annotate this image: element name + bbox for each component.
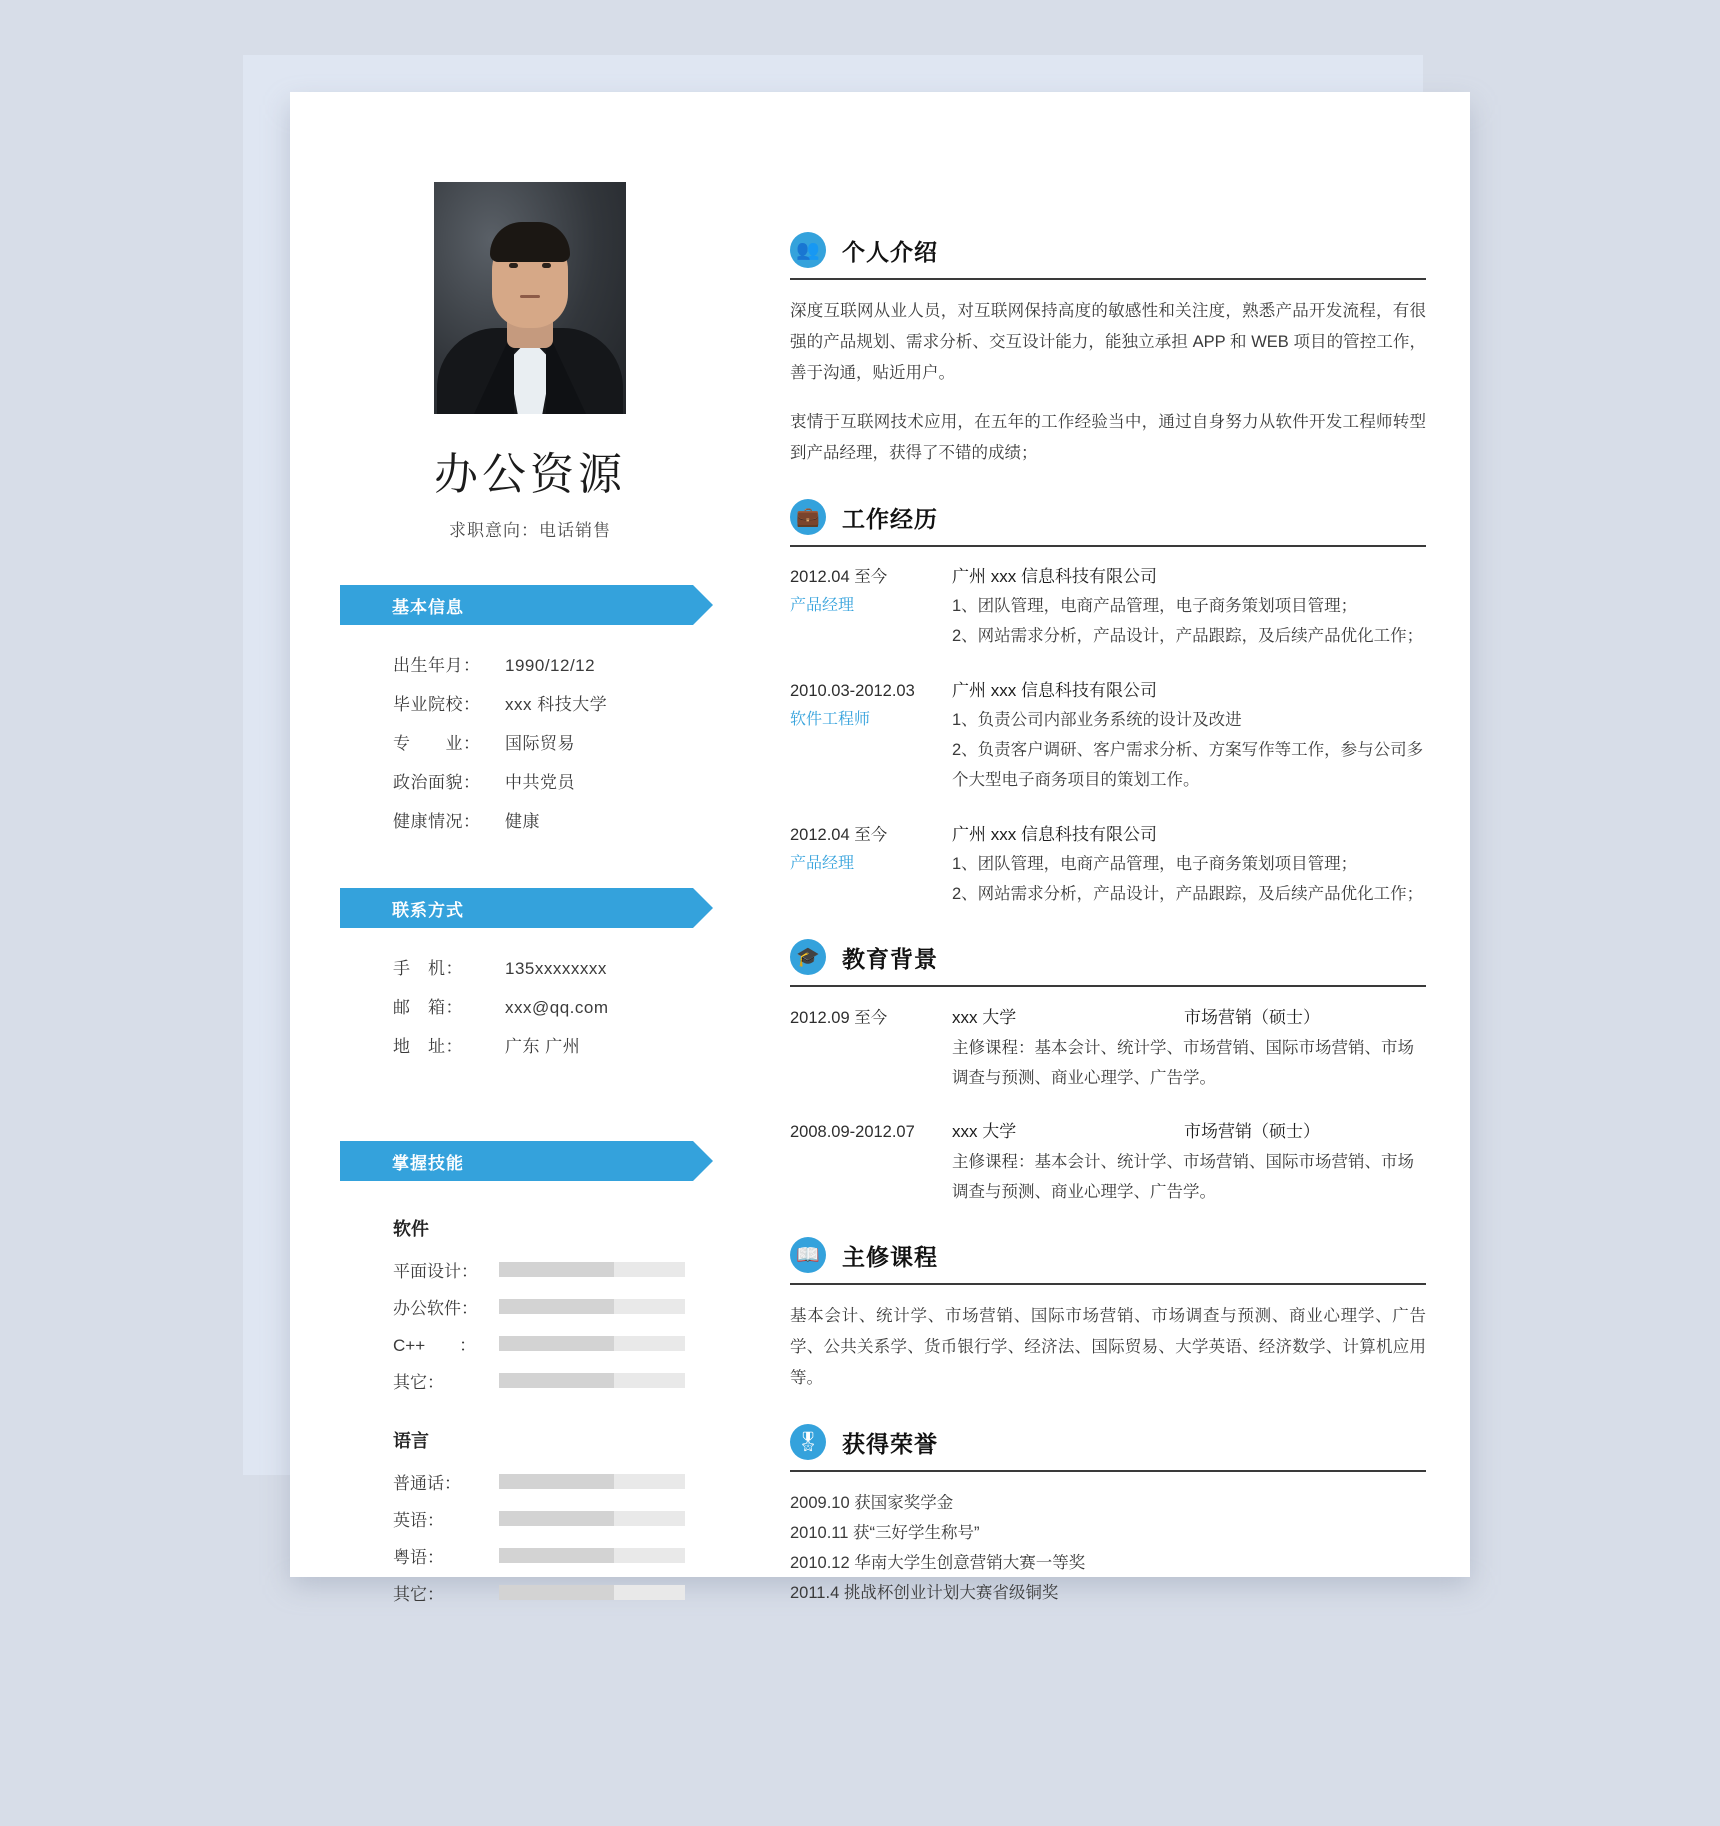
left-column [340, 182, 720, 1617]
list-item [393, 954, 720, 979]
contact-label: 地 址： [393, 1037, 463, 1056]
skill-bar-fill [499, 1474, 614, 1489]
education-heading [952, 1003, 1426, 1033]
skill-bar [499, 1373, 685, 1388]
divider [790, 278, 1426, 280]
skill-bar [499, 1336, 685, 1351]
education-courses: 主修课程：基本会计、统计学、市场营销、国际市场营销、市场调查与预测、商业心理学、广告学。 [952, 1153, 1414, 1201]
list-item [393, 807, 720, 832]
work-role: 软件工程师 [790, 711, 871, 728]
section-ribbon-contact [340, 888, 693, 928]
education-entry [790, 1117, 1426, 1207]
skill-bar [499, 1262, 685, 1277]
info-label: 出生年月： [393, 656, 481, 675]
section-title: 工作经历 [842, 505, 938, 532]
list-item [340, 1331, 720, 1356]
skill-label: 其它： [393, 1585, 444, 1604]
job-objective [340, 516, 720, 541]
courses-text: 基本会计、统计学、市场营销、国际市场营销、市场调查与预测、商业心理学、广告学、公共关系学、货币银行学、经济法、国际贸易、大学英语、经济数学、计算机应用等。 [790, 1307, 1426, 1387]
section-header-intro [790, 232, 1426, 268]
skill-label: 粤语： [393, 1548, 444, 1567]
ribbon-label: 基本信息 [392, 597, 464, 617]
list-item [340, 1469, 720, 1494]
medal-icon: 🎖 [790, 1424, 826, 1460]
skill-bar-fill [499, 1373, 614, 1388]
avatar [434, 182, 626, 414]
contact-value: xxx@qq.com [505, 998, 609, 1017]
list-item: 2009.10 获国家奖学金 [790, 1494, 954, 1512]
section-header-honors [790, 1424, 1426, 1460]
work-date: 2010.03-2012.03 [790, 682, 915, 700]
book-icon: 📖 [790, 1237, 826, 1273]
contact-label: 手 机： [393, 959, 463, 978]
skill-bar [499, 1299, 685, 1314]
list-item [393, 729, 720, 754]
skill-label: 其它： [393, 1373, 444, 1392]
education-major: 市场营销（硕士） [1184, 1122, 1320, 1141]
intro-paragraph: 衷情于互联网技术应用，在五年的工作经验当中，通过自身努力从软件开发工程师转型到产品经理，获得了不错的成绩； [790, 413, 1426, 462]
page-title: 办公资源 [434, 450, 626, 499]
work-company: 广州 xxx 信息科技有限公司 [952, 567, 1157, 586]
list-item: 2011.4 挑战杯创业计划大赛省级铜奖 [790, 1584, 1059, 1602]
list-item [393, 1032, 720, 1057]
divider [790, 1470, 1426, 1472]
section-header-education [790, 939, 1426, 975]
divider [790, 985, 1426, 987]
education-school: xxx 大学 [952, 1008, 1017, 1027]
skill-bar [499, 1585, 685, 1600]
info-value: 国际贸易 [505, 734, 575, 753]
skill-bar [499, 1548, 685, 1563]
work-entry [790, 821, 1426, 909]
skill-label: 英语： [393, 1511, 444, 1530]
contact-label: 邮 箱： [393, 998, 463, 1017]
divider [790, 1283, 1426, 1285]
work-body [952, 821, 1426, 909]
work-role: 产品经理 [790, 597, 855, 614]
skill-bar-fill [499, 1585, 614, 1600]
work-date: 2012.04 至今 [790, 568, 888, 586]
list-item [393, 651, 720, 676]
list-item: 2010.12 华南大学生创意营销大赛一等奖 [790, 1554, 1086, 1572]
list-item [340, 1506, 720, 1531]
education-date: 2008.09-2012.07 [790, 1123, 915, 1141]
work-entry [790, 677, 1426, 795]
skill-bar [499, 1511, 685, 1526]
info-value: 中共党员 [505, 773, 575, 792]
skill-bar-fill [499, 1548, 614, 1563]
skill-label: 普通话： [393, 1474, 461, 1493]
section-title: 获得荣誉 [842, 1430, 938, 1457]
ribbon-label: 联系方式 [392, 900, 464, 920]
list-item [340, 1294, 720, 1319]
info-value: 健康 [505, 812, 540, 831]
skill-label: C++ ： [393, 1336, 477, 1355]
graduation-cap-icon: 🎓 [790, 939, 826, 975]
contact-value: 135xxxxxxxx [505, 959, 607, 978]
photo-eye-right [542, 263, 551, 268]
info-label: 政治面貌： [393, 773, 481, 792]
section-header-work [790, 499, 1426, 535]
list-item [340, 1257, 720, 1282]
section-title: 教育背景 [842, 945, 938, 972]
section-title: 主修课程 [842, 1243, 938, 1270]
section-ribbon-skills [340, 1141, 693, 1181]
work-bullet: 2、网站需求分析，产品设计，产品跟踪，及后续产品优化工作； [952, 627, 1424, 645]
skill-label: 平面设计： [393, 1262, 478, 1281]
work-body [952, 563, 1426, 651]
info-label: 健康情况： [393, 812, 481, 831]
contact-list [340, 954, 720, 1057]
info-value: 1990/12/12 [505, 656, 596, 675]
work-role: 产品经理 [790, 855, 855, 872]
skill-group-title-language: 语言 [393, 1431, 429, 1451]
list-item [393, 690, 720, 715]
ribbon-label: 掌握技能 [392, 1153, 464, 1173]
work-bullet: 1、团队管理，电商产品管理，电子商务策划项目管理； [952, 597, 1358, 615]
list-item [340, 1543, 720, 1568]
work-date-column [790, 563, 952, 651]
contact-value: 广东 广州 [505, 1037, 581, 1056]
basic-info-list [340, 651, 720, 832]
work-entry [790, 563, 1426, 651]
info-value: xxx 科技大学 [505, 695, 608, 714]
work-bullet: 2、网站需求分析，产品设计，产品跟踪，及后续产品优化工作； [952, 885, 1424, 903]
photo-mouth [520, 295, 540, 298]
job-objective-label: 求职意向： [449, 521, 539, 540]
info-label: 专 业： [393, 734, 481, 753]
work-bullet: 1、团队管理，电商产品管理，电子商务策划项目管理； [952, 855, 1358, 873]
resume-page [290, 92, 1470, 1604]
work-company: 广州 xxx 信息科技有限公司 [952, 825, 1157, 844]
list-item [393, 993, 720, 1018]
education-heading [952, 1117, 1426, 1147]
list-item [340, 1580, 720, 1605]
work-date: 2012.04 至今 [790, 826, 888, 844]
education-body [952, 1003, 1426, 1093]
skill-group-title-software: 软件 [393, 1219, 429, 1239]
info-label: 毕业院校： [393, 695, 481, 714]
divider [790, 545, 1426, 547]
education-date: 2012.09 至今 [790, 1009, 888, 1027]
list-item [340, 1368, 720, 1393]
education-entry [790, 1003, 1426, 1093]
skill-bar-fill [499, 1511, 614, 1526]
skill-bar-fill [499, 1299, 614, 1314]
section-header-courses [790, 1237, 1426, 1273]
work-body [952, 677, 1426, 795]
work-bullet: 2、负责客户调研、客户需求分析、方案写作等工作，参与公司多个大型电子商务项目的策划工作。 [952, 741, 1424, 789]
work-date-column [790, 677, 952, 795]
job-objective-value: 电话销售 [539, 521, 611, 540]
education-courses: 主修课程：基本会计、统计学、市场营销、国际市场营销、市场调查与预测、商业心理学、广告学。 [952, 1039, 1414, 1087]
list-item [393, 768, 720, 793]
work-date-column [790, 821, 952, 909]
right-column [790, 232, 1426, 1608]
intro-paragraph: 深度互联网从业人员，对互联网保持高度的敏感性和关注度，熟悉产品开发流程，有很强的产品规划、需求分析、交互设计能力，能独立承担 APP 和 WEB 项目的管控工作，善于沟通，贴近用户。 [790, 302, 1426, 382]
people-icon: 👥 [790, 232, 826, 268]
skill-label: 办公软件： [393, 1299, 478, 1318]
section-ribbon-basic-info [340, 585, 693, 625]
section-title: 个人介绍 [842, 238, 938, 265]
education-school: xxx 大学 [952, 1122, 1017, 1141]
briefcase-icon: 💼 [790, 499, 826, 535]
skill-bar-fill [499, 1262, 614, 1277]
list-item: 2010.11 获“三好学生称号” [790, 1524, 980, 1542]
education-major: 市场营销（硕士） [1184, 1008, 1320, 1027]
work-company: 广州 xxx 信息科技有限公司 [952, 681, 1157, 700]
skill-bar [499, 1474, 685, 1489]
education-body [952, 1117, 1426, 1207]
skill-bar-fill [499, 1336, 614, 1351]
photo-eye-left [509, 263, 518, 268]
work-bullet: 1、负责公司内部业务系统的设计及改进 [952, 711, 1242, 729]
